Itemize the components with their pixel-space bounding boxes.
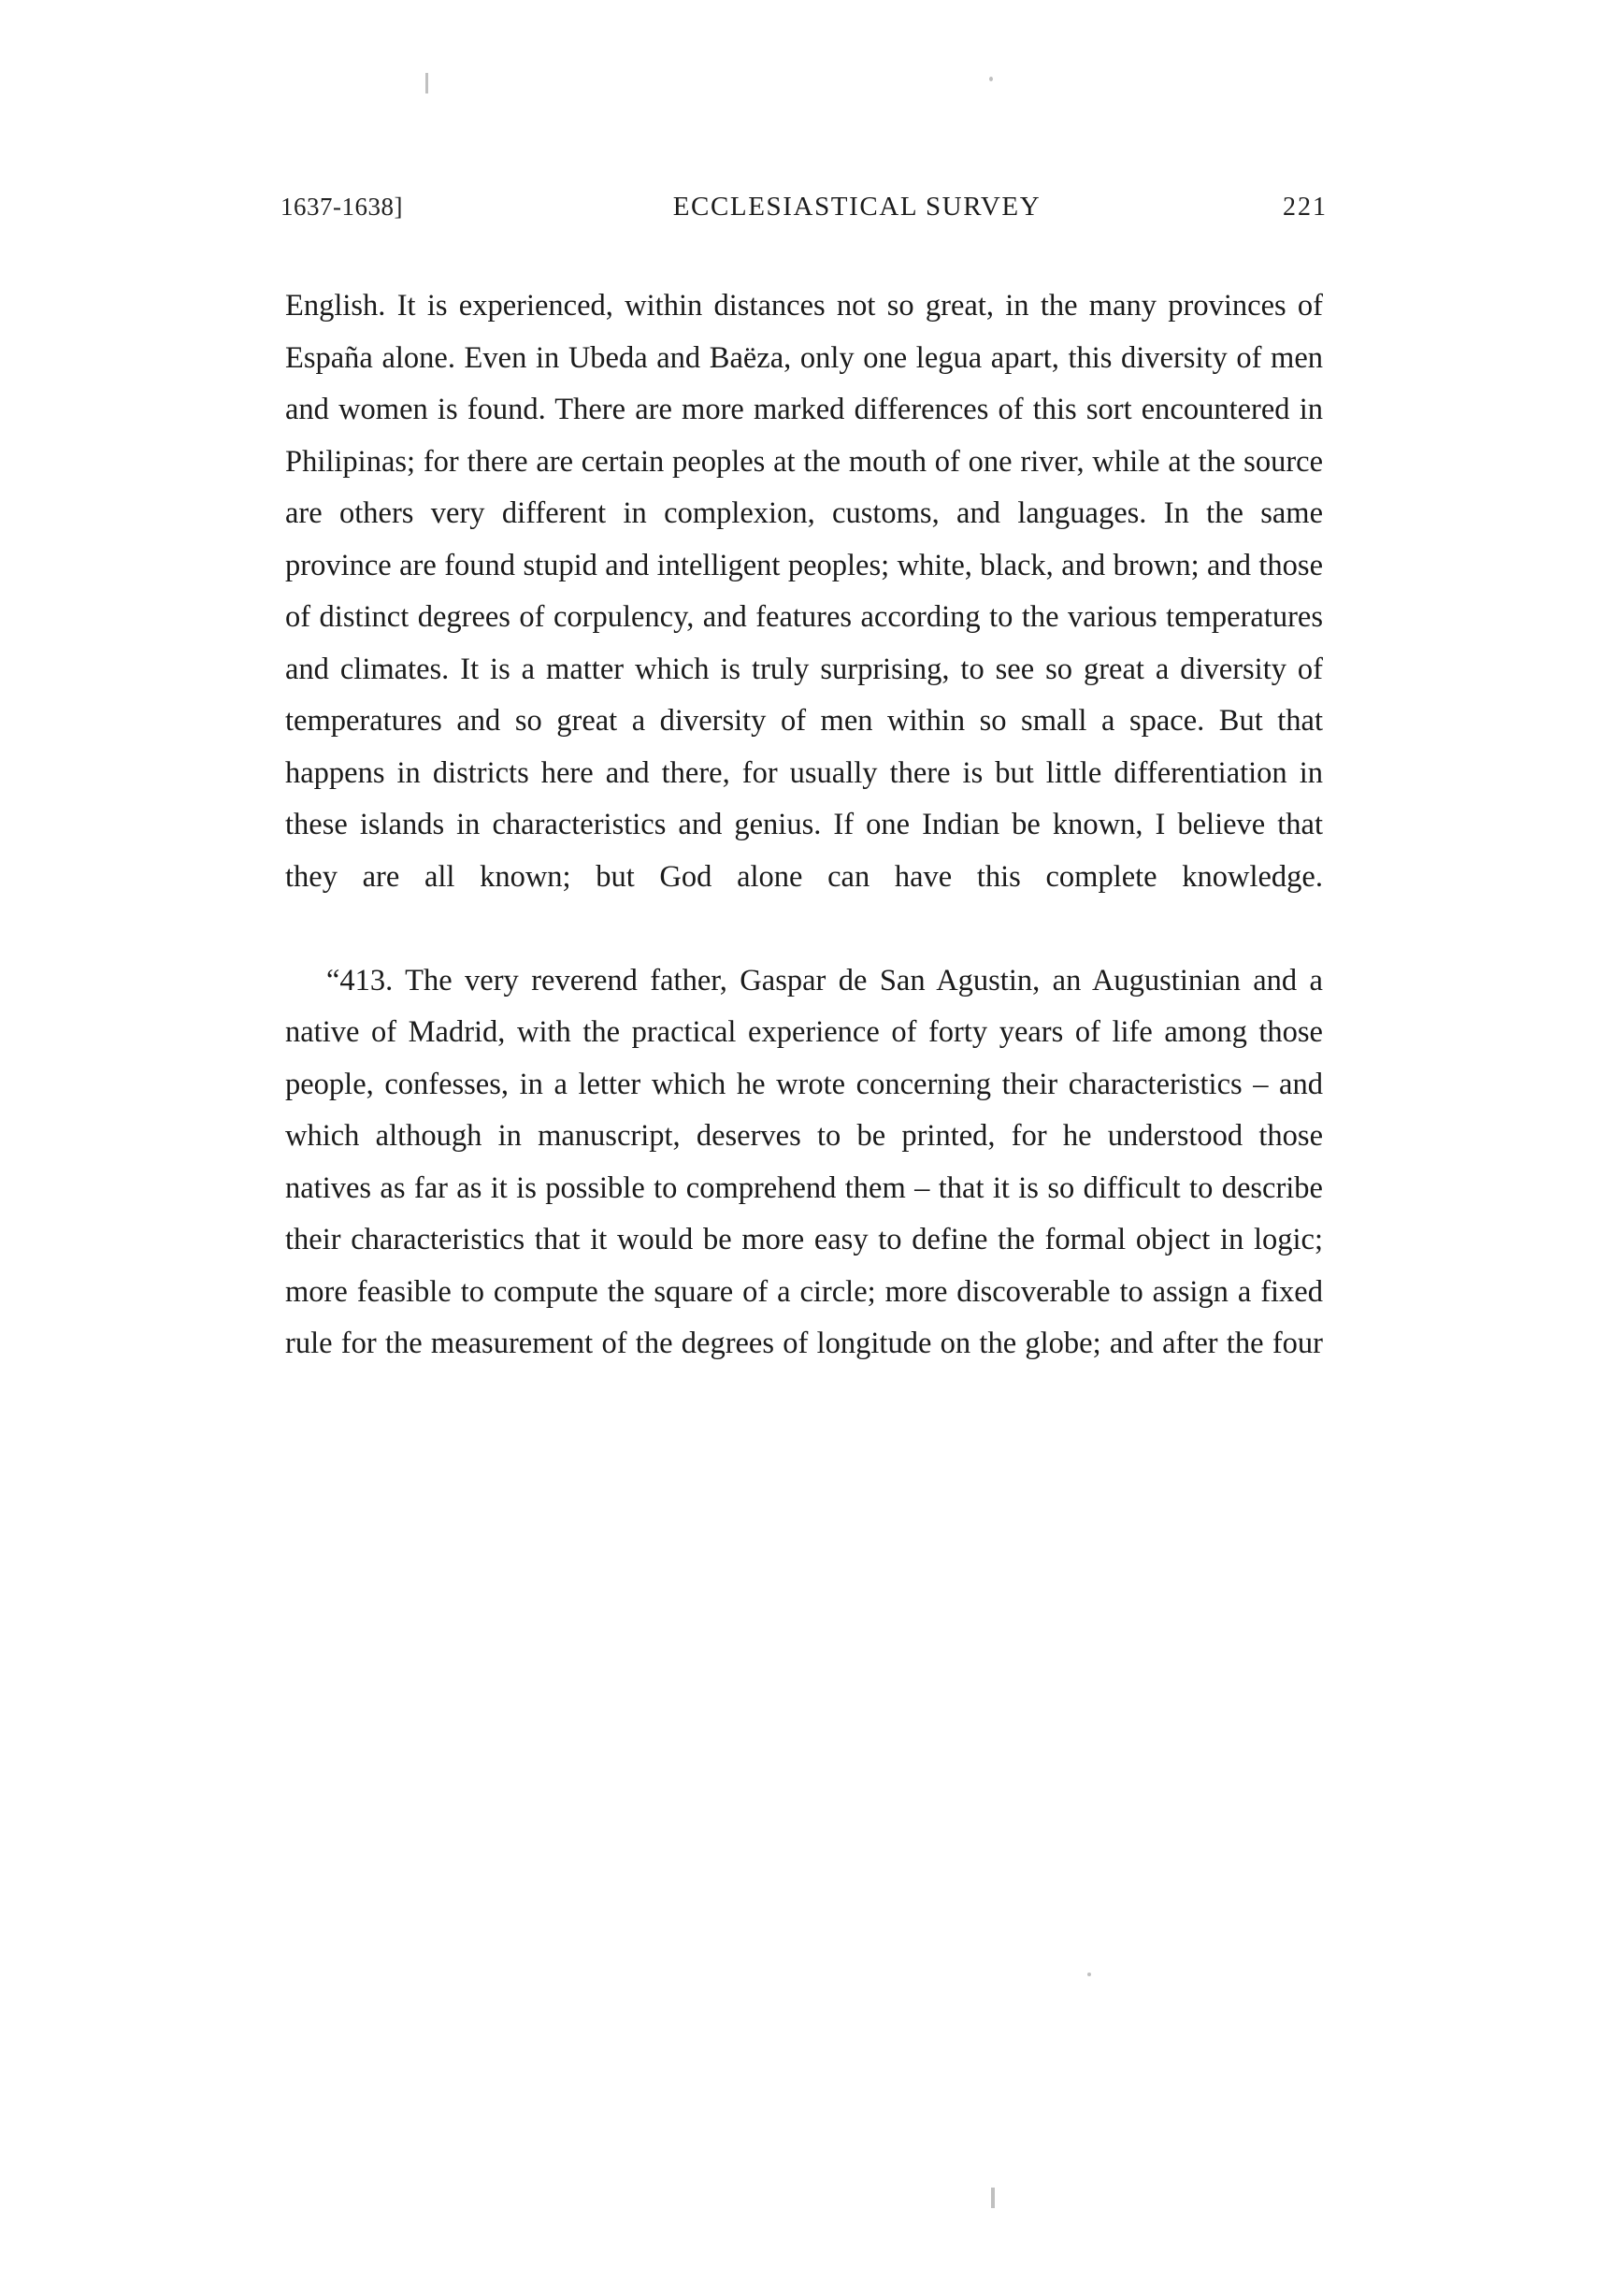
page-number: 221 <box>1282 193 1328 222</box>
paragraph-413: “413. The very reverend father, Gaspar de San Agustin, an Augustinian and a native of Madrid, with the practical experience of forty years of life among those people, confesses, in a letter which he wrote concerning their characteristics – and which although in manuscript, deserves to be printed, for he understood those natives as far as it is possible to comprehend them – that it is so difficult to describe their characteristics that it would be more easy to define the formal object in logic; more feasible to compute the square of a circle; more discoverable to assign a fixed rule for the measurement of the degrees of longitude on the globe; and after the four <box>285 963 1323 1360</box>
scan-artifact-mark <box>425 73 428 93</box>
scan-artifact-mark <box>1087 1973 1091 1976</box>
scan-artifact-mark <box>991 2188 995 2208</box>
paragraph-continued: English. It is experienced, within distances not so great, in the many provinces of España alone. Even in Ubeda and Baëza, only one legua apart, this diversity of men and women is found. There are more marked differences of this sort encountered in Philipinas; for there are certain peoples at the mouth of one river, while at the source are others very different in complexion, customs, and languages. In the same province are found stupid and intelligent peoples; white, black, and brown; and those of distinct degrees of corpulency, and features according to the various temperatures and climates. It is a matter which is truly surprising, to see so great a diversity of temperatures and so great a diversity of men within so small a space. But that happens in districts here and there, for usually there is but little differentiation in these islands in characteristics and genius. If one Indian be known, I believe that they are all known; but God alone can have this complete knowledge. <box>285 289 1323 894</box>
page-body <box>285 280 1323 1422</box>
page-header <box>280 192 1328 222</box>
running-title: ECCLESIASTICAL SURVEY <box>672 192 1042 222</box>
scan-artifact-mark <box>989 77 993 81</box>
header-date-range: 1637-1638] <box>280 193 403 221</box>
